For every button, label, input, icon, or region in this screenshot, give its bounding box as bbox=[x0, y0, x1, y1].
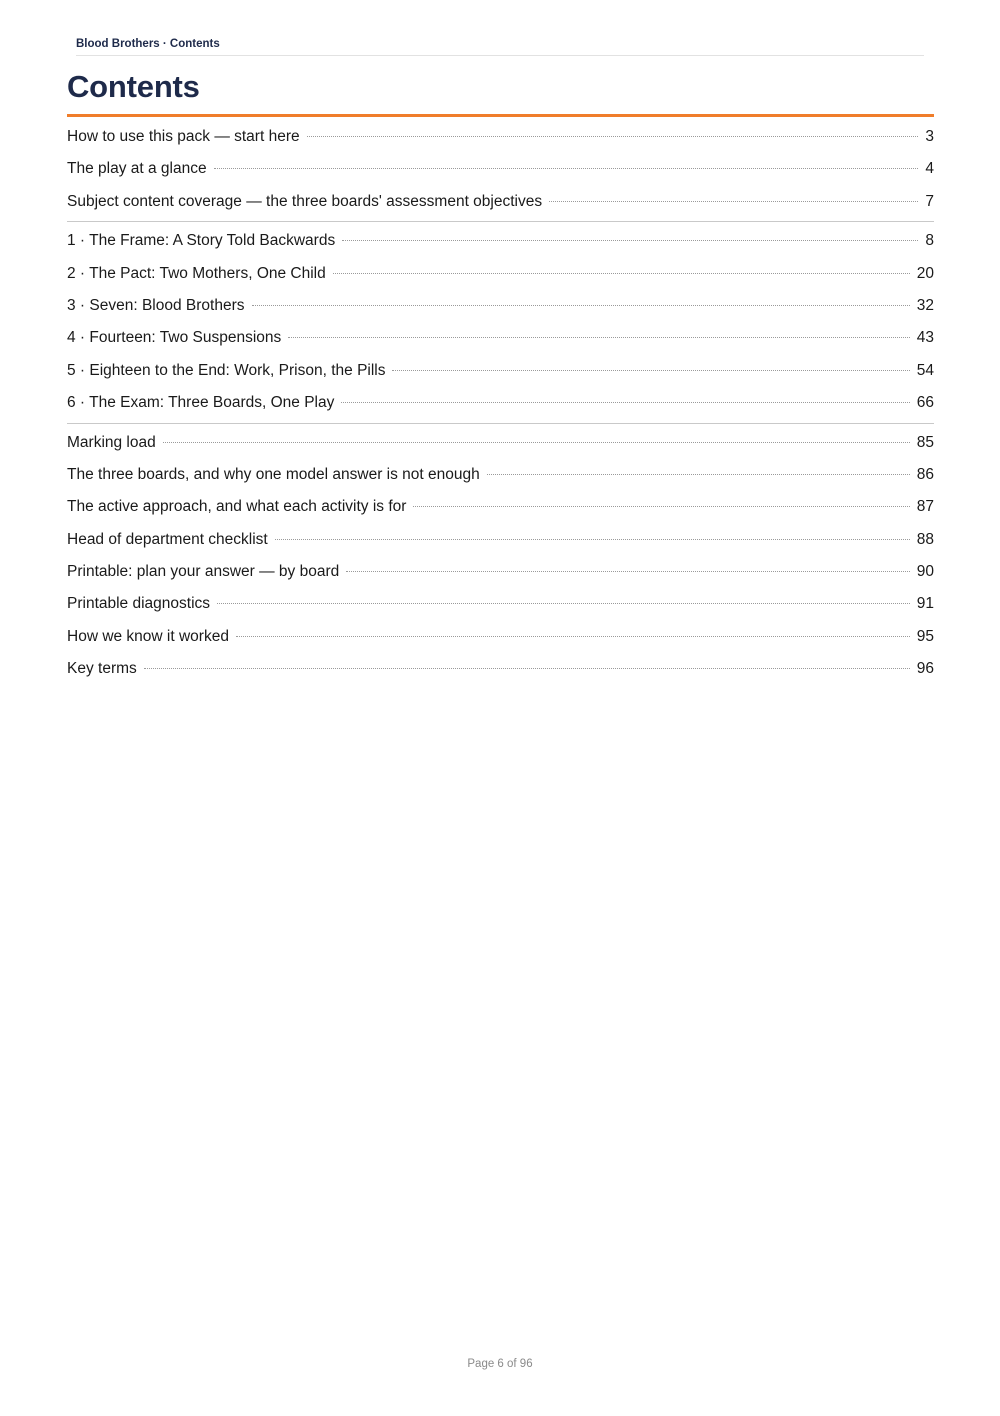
toc-entry-page: 88 bbox=[916, 530, 934, 548]
toc-entry-title: The active approach, and what each activity is for bbox=[67, 498, 407, 516]
dot-leader bbox=[275, 539, 910, 540]
table-of-contents bbox=[67, 118, 934, 689]
dot-leader bbox=[333, 273, 910, 274]
toc-entry[interactable] bbox=[67, 153, 934, 185]
toc-entry[interactable] bbox=[67, 491, 934, 523]
toc-entry-title: Key terms bbox=[67, 660, 137, 678]
dot-leader bbox=[487, 474, 910, 475]
dot-leader bbox=[549, 201, 918, 202]
toc-entry-page: 86 bbox=[916, 465, 934, 483]
dot-leader bbox=[342, 240, 918, 241]
toc-entry-page: 66 bbox=[916, 394, 934, 412]
page-number: Page 6 of 96 bbox=[467, 1358, 533, 1370]
running-header: Blood Brothers · Contents bbox=[76, 38, 924, 56]
dot-leader bbox=[413, 506, 909, 507]
toc-entry-title: Printable: plan your answer — by board bbox=[67, 563, 340, 581]
toc-entry-title: The three boards, and why one model answer is not enough bbox=[67, 465, 480, 483]
toc-entry-page: 95 bbox=[916, 627, 934, 645]
dot-leader bbox=[307, 136, 919, 137]
toc-section bbox=[67, 424, 934, 689]
toc-entry-page: 32 bbox=[916, 296, 934, 314]
toc-entry[interactable] bbox=[67, 355, 934, 387]
toc-entry-page: 96 bbox=[916, 660, 934, 678]
toc-entry-title: Subject content coverage — the three boards' assessment objectives bbox=[67, 192, 543, 210]
toc-entry[interactable] bbox=[67, 121, 934, 153]
toc-entry-title: Marking load bbox=[67, 433, 156, 451]
dot-leader bbox=[392, 370, 909, 371]
toc-entry-title: The play at a glance bbox=[67, 160, 207, 178]
dot-leader bbox=[214, 168, 919, 169]
toc-entry[interactable] bbox=[67, 427, 934, 459]
toc-entry[interactable] bbox=[67, 387, 934, 419]
toc-entry-title: How to use this pack — start here bbox=[67, 128, 300, 145]
dot-leader bbox=[217, 603, 910, 604]
toc-entry[interactable] bbox=[67, 556, 934, 588]
dot-leader bbox=[163, 442, 910, 443]
toc-entry-page: 43 bbox=[916, 329, 934, 347]
toc-entry-page: 7 bbox=[925, 192, 934, 210]
dot-leader bbox=[346, 571, 909, 572]
toc-entry-title: 3 · Seven: Blood Brothers bbox=[67, 296, 245, 314]
toc-entry-page: 90 bbox=[916, 563, 934, 581]
toc-entry[interactable] bbox=[67, 322, 934, 354]
toc-entry-page: 91 bbox=[916, 595, 934, 613]
toc-entry-title: Head of department checklist bbox=[67, 530, 268, 548]
dot-leader bbox=[252, 305, 910, 306]
dot-leader bbox=[288, 337, 909, 338]
toc-entry[interactable] bbox=[67, 524, 934, 556]
dot-leader bbox=[341, 402, 909, 403]
toc-entry-page: 4 bbox=[925, 160, 934, 178]
toc-entry-title: How we know it worked bbox=[67, 627, 229, 645]
toc-entry[interactable] bbox=[67, 459, 934, 491]
toc-entry[interactable] bbox=[67, 186, 934, 218]
toc-entry-page: 85 bbox=[916, 433, 934, 451]
title-divider bbox=[67, 114, 934, 117]
toc-entry-title: 5 · Eighteen to the End: Work, Prison, the Pills bbox=[67, 361, 386, 379]
page-title: Contents bbox=[67, 69, 200, 104]
toc-entry-page: 87 bbox=[916, 498, 934, 516]
toc-entry[interactable] bbox=[67, 225, 934, 257]
toc-entry-title: 2 · The Pact: Two Mothers, One Child bbox=[67, 264, 326, 282]
toc-section bbox=[67, 222, 934, 423]
toc-entry[interactable] bbox=[67, 621, 934, 653]
toc-entry-page: 20 bbox=[916, 264, 934, 282]
toc-entry[interactable] bbox=[67, 588, 934, 620]
toc-entry[interactable] bbox=[67, 258, 934, 290]
toc-entry-title: 1 · The Frame: A Story Told Backwards bbox=[67, 232, 336, 250]
toc-entry-title: Printable diagnostics bbox=[67, 595, 211, 613]
toc-entry[interactable] bbox=[67, 653, 934, 685]
toc-entry-title: 6 · The Exam: Three Boards, One Play bbox=[67, 394, 335, 412]
toc-entry-page: 54 bbox=[916, 361, 934, 379]
toc-entry-page: 3 bbox=[925, 128, 934, 145]
dot-leader bbox=[144, 668, 910, 669]
toc-entry[interactable] bbox=[67, 290, 934, 322]
toc-entry-page: 8 bbox=[925, 232, 934, 250]
toc-entry-title: 4 · Fourteen: Two Suspensions bbox=[67, 329, 282, 347]
toc-section bbox=[67, 118, 934, 222]
dot-leader bbox=[236, 636, 910, 637]
